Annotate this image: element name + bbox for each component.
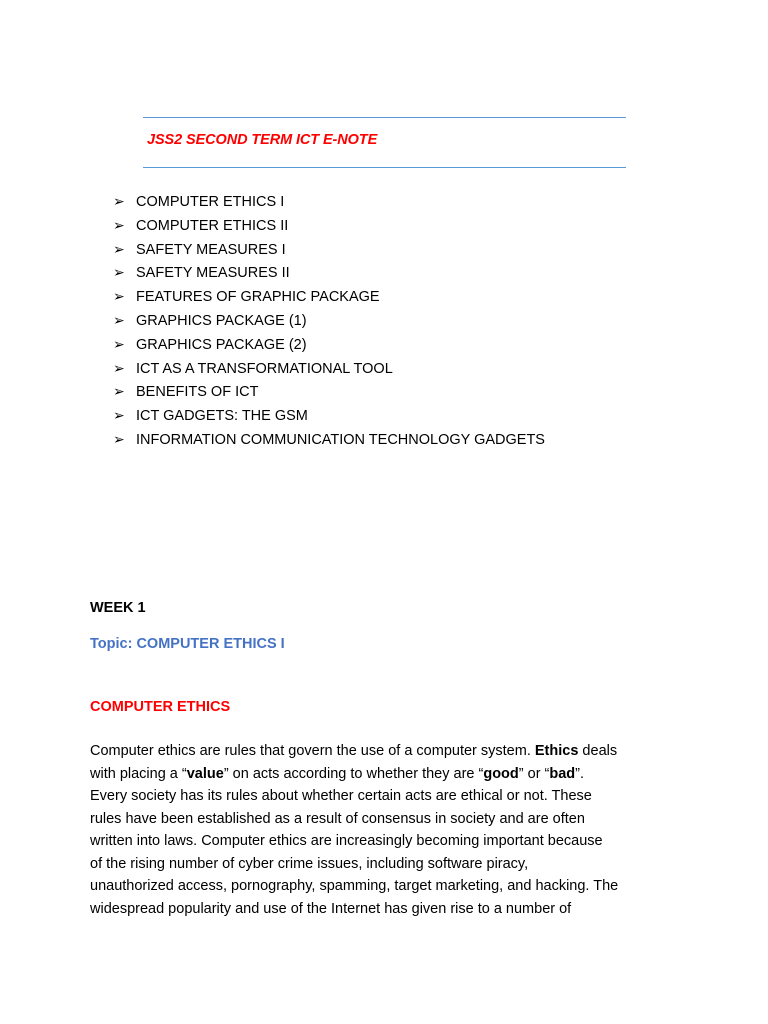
emphasis-ethics: Ethics: [534, 743, 579, 759]
contents-item-label: COMPUTER ETHICS II: [136, 217, 289, 234]
contents-item-label: GRAPHICS PACKAGE (1): [136, 312, 307, 329]
arrow-bullet-icon: ➢: [113, 431, 125, 448]
paragraph-line: Computer ethics are rules that govern the use of a computer system. Ethics deals: [90, 743, 618, 759]
arrow-bullet-icon: ➢: [113, 336, 125, 353]
contents-item: [113, 381, 545, 405]
arrow-bullet-icon: ➢: [113, 194, 125, 210]
arrow-bullet-icon: ➢: [113, 241, 125, 258]
contents-item-label: BENEFITS OF ICT: [136, 384, 259, 401]
contents-item-label: ICT GADGETS: THE GSM: [136, 408, 308, 425]
arrow-bullet-icon: ➢: [113, 217, 125, 234]
paragraph-line: written into laws. Computer ethics are increasingly becoming important because: [90, 833, 603, 849]
header-top-rule: [143, 117, 626, 118]
arrow-bullet-icon: ➢: [113, 408, 125, 425]
contents-item: [113, 262, 545, 286]
contents-item: [113, 358, 545, 382]
contents-item-label: ICT AS A TRANSFORMATIONAL TOOL: [136, 360, 393, 377]
contents-item: [113, 191, 545, 215]
contents-item-label: SAFETY MEASURES I: [136, 241, 286, 258]
arrow-bullet-icon: ➢: [113, 360, 125, 377]
paragraph-line: Every society has its rules about whether certain acts are ethical or not. These: [90, 788, 592, 804]
arrow-bullet-icon: ➢: [113, 289, 125, 306]
contents-item: [113, 239, 545, 263]
contents-item-label: COMPUTER ETHICS I: [136, 194, 285, 210]
contents-item-label: INFORMATION COMMUNICATION TECHNOLOGY GADGETS: [136, 431, 545, 448]
contents-item-label: SAFETY MEASURES II: [136, 265, 290, 282]
section-heading: COMPUTER ETHICS: [90, 699, 231, 715]
arrow-bullet-icon: ➢: [113, 384, 125, 401]
contents-item: [113, 310, 545, 334]
paragraph-line: of the rising number of cyber crime issues, including software piracy,: [90, 855, 529, 872]
emphasis-good: good: [483, 765, 519, 782]
contents-item: [113, 429, 545, 453]
contents-item: [113, 215, 545, 239]
contents-item: [113, 334, 545, 358]
paragraph-line: rules have been established as a result of consensus in society and are often: [90, 810, 585, 827]
emphasis-bad: bad: [549, 765, 576, 782]
paragraph-line: widespread popularity and use of the Internet has given rise to a number of: [90, 900, 572, 917]
week-label: WEEK 1: [90, 600, 146, 616]
arrow-bullet-icon: ➢: [113, 265, 125, 282]
paragraph-line: unauthorized access, pornography, spamming, target marketing, and hacking. The: [90, 878, 619, 894]
topic-heading: Topic: COMPUTER ETHICS I: [90, 636, 285, 652]
contents-item: [113, 405, 545, 429]
contents-item-label: FEATURES OF GRAPHIC PACKAGE: [136, 289, 380, 306]
contents-item-label: GRAPHICS PACKAGE (2): [136, 336, 307, 353]
emphasis-value: value: [186, 765, 224, 782]
header-bottom-rule: [143, 167, 626, 168]
contents-item: [113, 286, 545, 310]
document-title: JSS2 SECOND TERM ICT E-NOTE: [147, 132, 378, 148]
contents-list: [113, 191, 545, 453]
paragraph-line: with placing a “value” on acts according to whether they are “good” or “bad”.: [90, 765, 585, 782]
body-paragraph: [90, 740, 690, 920]
arrow-bullet-icon: ➢: [113, 312, 125, 329]
